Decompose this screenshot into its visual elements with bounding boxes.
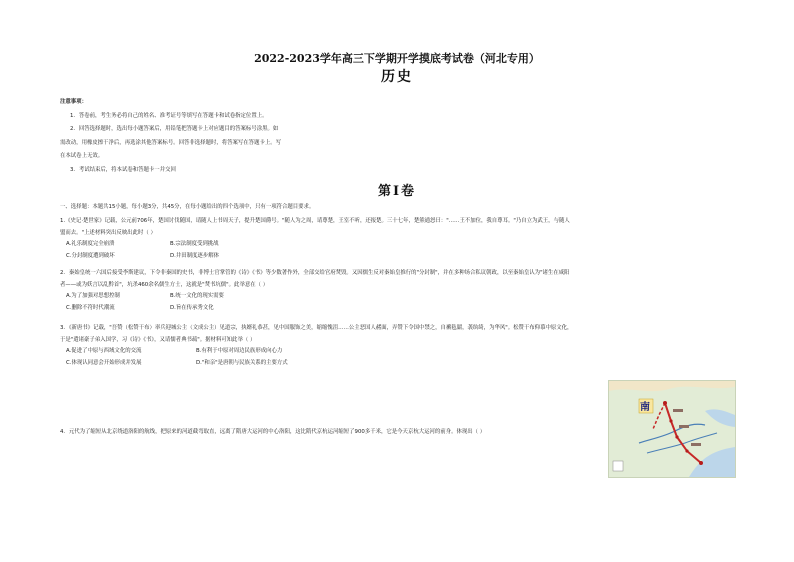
options-grid: [60, 346, 740, 369]
question-stem: 2．秦始皇统一六国后接受李斯建议，下令非秦国的史书，非博士官掌管的《诗》《书》等少数著作外，全部交给官府焚毁。又因儒生反对秦始皇推行的"分封制"，并在多种场合私议朝政，以至秦始皇认为"诸生在咸阳: [60, 270, 570, 276]
options-grid: [60, 291, 740, 314]
notice-line: 1．答卷前，考生务必将自己的姓名、准考证号等填写在答题卡和试卷指定位置上。: [70, 112, 268, 119]
question-stem: 于是"遣诸豪子弟入国学，习《诗》《书》，又请儒者典书疏"。据材料可知此举（ ）: [60, 336, 256, 343]
question-stem: 4．元代为了缩短从北京绕道洛阳的航线，把原来的河道截弯取直，远离了隋唐大运河的中心洛阳，这比隋代京杭运河缩短了900多千米，它是今天京杭大运河的前身。体现出（ ）: [60, 429, 486, 435]
notice-line: 3．考试结束后，将本试卷和答题卡一并交回: [70, 166, 176, 173]
option-b: B.有利于中原对周边民族形成向心力: [196, 348, 283, 354]
question-stem: 1.《史记·楚世家》记载，公元前706年，楚国讨伐随国，请随人上书周天子，提升楚国爵号。"随人为之周，请尊楚，王室不听，还报楚。三十七年，楚熊通怒曰："……王不加位，我自尊耳。"乃自立为武王，与随人: [60, 218, 570, 224]
map-illustration: [609, 381, 735, 477]
notice-line: 在本试卷上无效。: [60, 153, 104, 159]
exam-title: 2022-2023学年高三下学期开学摸底考试卷（河北专用）: [254, 52, 540, 65]
options-grid: [60, 239, 740, 262]
notice-block: [60, 96, 360, 177]
volume-title: 第Ⅰ卷: [377, 184, 417, 199]
option-b: B.宗法制度受到挑战: [170, 241, 219, 247]
option-d: D.旨在传承秀文化: [170, 304, 214, 311]
notice-heading: 注意事项：: [60, 99, 87, 105]
option-d: D."和亲"是唐朝与民族关系的主要方式: [196, 359, 288, 366]
grand-canal-map: [608, 380, 736, 478]
option-a: A.礼乐制度完全崩溃: [66, 241, 115, 247]
subject-title: 历史: [381, 69, 413, 85]
question-stem: 盟而去。"上述材料突出反映出此时（ ）: [60, 229, 156, 236]
option-a: A.为了加强对思想控制: [66, 293, 120, 299]
question-3: [60, 323, 740, 369]
question-stem: 者——或为妖言以乱黔首"，坑杀460余名儒生方士，这就是"焚书坑儒"。此举意在（ ）: [60, 281, 269, 288]
question-stem: 3．《新唐书》记载，"吾赞（松赞干布）率兵迎城公主（文成公主）见道宗，执婿礼恭甚，见中国服饰之美，缩缩愧沮……公主恶国人赭面，弄赞下令国中禁之，自褫毡罽，袭纨绮，为华风"。松赞干布仰慕中原文化，: [60, 325, 573, 331]
question-1: [60, 216, 740, 262]
option-a: A.促进了中原与西域文化的交流: [66, 348, 142, 354]
notice-line: 2．回答选择题时，选出每小题答案后，用铅笔把答题卡上对应题目的答案标号涂黑。如: [70, 126, 279, 132]
notice-line: 需改动，用橡皮擦干净后，再选涂其他答案标号。回答非选择题时，将答案写在答题卡上。写: [60, 139, 282, 146]
option-c: C.体现认同意会开始形成并发展: [66, 359, 142, 366]
section-instructions: 一、选择题：本题共15小题，每小题3分，共45分，在每小题给出的四个选项中，只有一项符合题目要求。: [60, 204, 315, 210]
option-c: C.分封制度遭到破坏: [66, 252, 115, 259]
option-b: B.统一文化的现实需要: [170, 293, 224, 299]
map-label: 南: [640, 402, 650, 413]
option-c: C.删除不符时代潮流: [66, 304, 115, 311]
option-d: D.井田制度逐步解体: [170, 252, 219, 259]
question-2: [60, 268, 740, 314]
